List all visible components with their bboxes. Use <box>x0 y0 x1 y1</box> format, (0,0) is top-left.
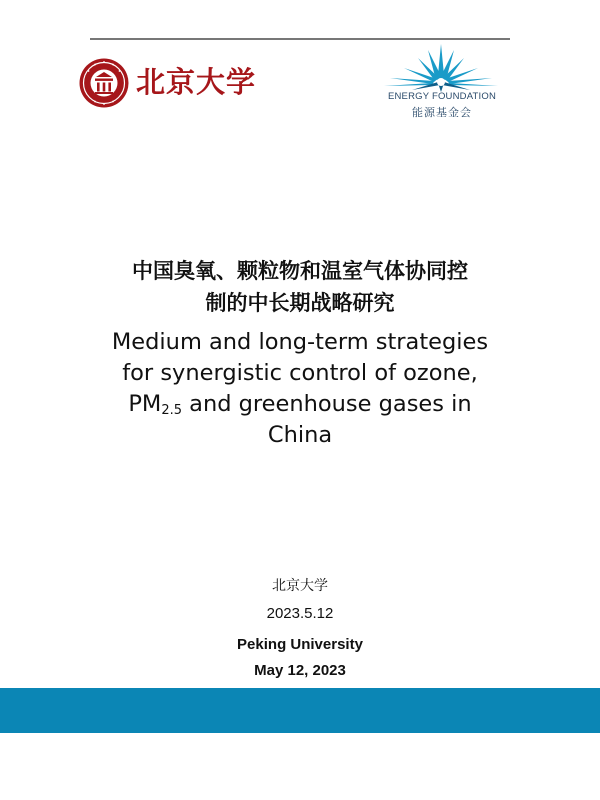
bottom-color-band <box>0 688 600 733</box>
title-english <box>60 327 540 451</box>
title-chinese-line-1: 中国臭氧、颗粒物和温室气体协同控 <box>132 259 468 283</box>
top-rule <box>90 38 510 40</box>
title-chinese-line-2: 制的中长期战略研究 <box>205 291 395 315</box>
title-chinese <box>80 255 520 319</box>
date-numeric: 2023.5.12 <box>266 605 334 622</box>
title-english-line-4: China <box>267 422 333 448</box>
energy-foundation-logo <box>378 42 506 122</box>
energy-foundation-burst-icon <box>382 42 500 94</box>
pku-seal-icon <box>78 57 130 109</box>
pm-label: PM <box>128 391 162 417</box>
title-english-line-2: for synergistic control of ozone, <box>122 360 478 386</box>
pm-subscript: 2.5 <box>161 403 182 418</box>
pku-logo <box>78 57 258 109</box>
title-english-line-3 <box>60 389 540 420</box>
date-english: May 12, 2023 <box>254 662 346 679</box>
title-english-line-3-rest: and greenhouse gases in <box>182 391 472 417</box>
organization-block <box>100 576 500 681</box>
energy-foundation-name-cn: 能源基金会 <box>412 106 472 119</box>
organization-name-en: Peking University <box>237 636 363 653</box>
pku-wordmark: 北京大学 <box>136 65 257 99</box>
organization-name-cn: 北京大学 <box>272 578 328 594</box>
title-english-line-1: Medium and long-term strategies <box>111 329 489 355</box>
energy-foundation-name: ENERGY FOUNDATION <box>387 91 497 102</box>
